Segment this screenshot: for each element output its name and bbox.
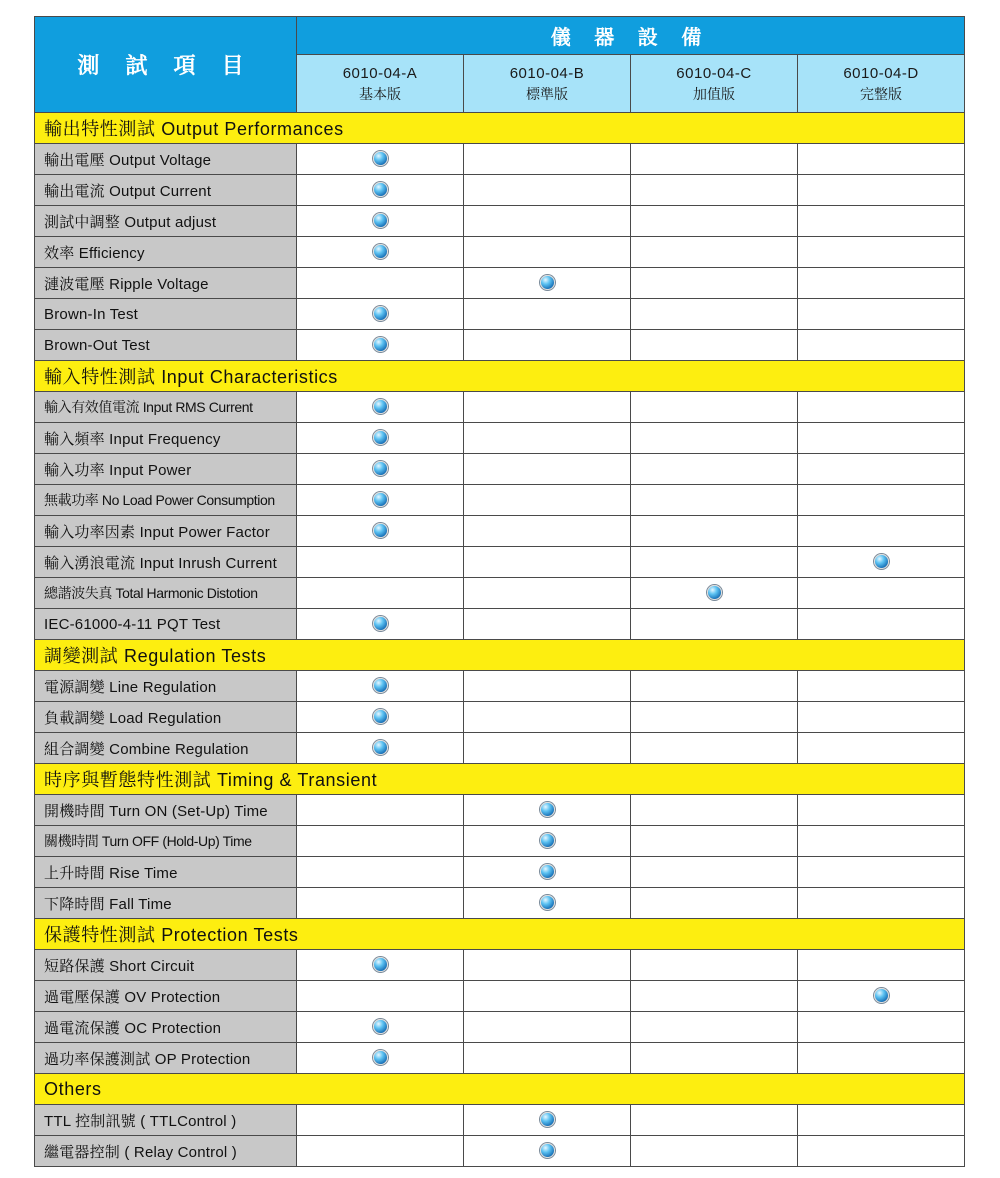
matrix-cell [297,1012,464,1043]
test-item-label: Brown-In Test [35,299,297,330]
blue-dot-icon [373,151,388,166]
matrix-cell [631,547,798,578]
table-row [35,423,965,454]
matrix-cell [464,392,631,423]
table-row [35,237,965,268]
matrix-cell [297,206,464,237]
matrix-cell [798,237,965,268]
table-row [35,516,965,547]
table-row [35,454,965,485]
section-header-row [35,640,965,671]
test-item-label: 過電流保護 OC Protection [35,1012,297,1043]
matrix-cell [297,702,464,733]
matrix-cell [631,1043,798,1074]
section-header-row [35,361,965,392]
matrix-cell [464,981,631,1012]
blue-dot-icon [373,1019,388,1034]
test-item-label: 測試中調整 Output adjust [35,206,297,237]
matrix-cell [297,1043,464,1074]
header-row-top [35,17,965,55]
blue-dot-icon [707,585,722,600]
model-edition: 基本版 [359,85,401,102]
test-item-label: 輸出電壓 Output Voltage [35,144,297,175]
matrix-cell [631,206,798,237]
table-row [35,857,965,888]
matrix-cell [297,981,464,1012]
matrix-cell [798,516,965,547]
matrix-cell [464,175,631,206]
test-items-header: 測 試 項 目 [35,17,297,113]
matrix-cell [464,516,631,547]
matrix-cell [297,950,464,981]
matrix-cell [297,547,464,578]
test-item-label: 輸入頻率 Input Frequency [35,423,297,454]
matrix-cell [798,888,965,919]
matrix-cell [631,888,798,919]
matrix-cell [631,454,798,485]
matrix-cell [631,578,798,609]
matrix-cell [798,268,965,299]
matrix-cell [464,1136,631,1167]
blue-dot-icon [373,306,388,321]
blue-dot-icon [540,895,555,910]
section-title: 保護特性測試 Protection Tests [35,919,965,950]
blue-dot-icon [373,399,388,414]
table-row [35,299,965,330]
blue-dot-icon [540,864,555,879]
test-item-label: 無載功率 No Load Power Consumption [35,485,297,516]
table-row [35,144,965,175]
blue-dot-icon [540,275,555,290]
section-title: 輸出特性測試 Output Performances [35,113,965,144]
table-row [35,671,965,702]
matrix-cell [297,516,464,547]
model-edition: 加值版 [693,85,735,102]
matrix-cell [464,268,631,299]
matrix-cell [631,175,798,206]
matrix-cell [798,330,965,361]
matrix-cell [798,206,965,237]
matrix-body [35,113,965,1167]
matrix-cell [798,454,965,485]
table-row [35,981,965,1012]
test-item-label: 關機時間 Turn OFF (Hold-Up) Time [35,826,297,857]
table-row [35,950,965,981]
test-item-label: 下降時間 Fall Time [35,888,297,919]
matrix-cell [297,268,464,299]
test-item-label: 輸出電流 Output Current [35,175,297,206]
blue-dot-icon [373,182,388,197]
matrix-cell [464,547,631,578]
matrix-cell [631,1012,798,1043]
matrix-cell [464,950,631,981]
blue-dot-icon [373,244,388,259]
matrix-cell [631,144,798,175]
matrix-cell [464,237,631,268]
blue-dot-icon [373,1050,388,1065]
equipment-header: 儀 器 設 備 [297,17,965,55]
table-row [35,268,965,299]
matrix-cell [631,671,798,702]
blue-dot-icon [540,1143,555,1158]
matrix-cell [297,795,464,826]
model-code: 6010-04-C [676,64,752,82]
matrix-cell [631,950,798,981]
matrix-cell [631,795,798,826]
blue-dot-icon [373,616,388,631]
matrix-cell [631,268,798,299]
matrix-cell [798,175,965,206]
matrix-cell [464,299,631,330]
matrix-cell [464,888,631,919]
test-item-label: IEC-61000-4-11 PQT Test [35,609,297,640]
test-item-label: 負載調變 Load Regulation [35,702,297,733]
table-row [35,795,965,826]
section-header-row [35,113,965,144]
matrix-cell [464,795,631,826]
test-item-label: 輸入功率 Input Power [35,454,297,485]
table-row [35,392,965,423]
test-item-label: 輸入湧浪電流 Input Inrush Current [35,547,297,578]
matrix-cell [631,516,798,547]
matrix-cell [464,454,631,485]
test-item-label: 過功率保護測試 OP Protection [35,1043,297,1074]
model-code: 6010-04-B [509,64,585,82]
blue-dot-icon [874,554,889,569]
matrix-cell [464,1043,631,1074]
table-row [35,330,965,361]
test-item-label: TTL 控制訊號 ( TTLControl ) [35,1105,297,1136]
section-header-row [35,919,965,950]
test-item-label: 漣波電壓 Ripple Voltage [35,268,297,299]
matrix-cell [631,826,798,857]
matrix-cell [297,144,464,175]
matrix-cell [798,1012,965,1043]
test-item-label: 短路保護 Short Circuit [35,950,297,981]
blue-dot-icon [373,213,388,228]
matrix-cell [631,1105,798,1136]
table-row [35,206,965,237]
table-row [35,1136,965,1167]
table-row [35,547,965,578]
matrix-cell [297,578,464,609]
matrix-cell [297,299,464,330]
matrix-cell [464,702,631,733]
matrix-cell [798,795,965,826]
matrix-cell [297,237,464,268]
matrix-cell [297,888,464,919]
blue-dot-icon [373,337,388,352]
matrix-cell [798,547,965,578]
matrix-cell [464,578,631,609]
section-title: 調變測試 Regulation Tests [35,640,965,671]
matrix-cell [631,702,798,733]
table-row [35,609,965,640]
table-row [35,888,965,919]
blue-dot-icon [373,740,388,755]
matrix-cell [297,857,464,888]
test-item-label: 輸入功率因素 Input Power Factor [35,516,297,547]
matrix-cell [631,392,798,423]
test-item-label: 總諧波失真 Total Harmonic Distotion [35,578,297,609]
table-row [35,733,965,764]
matrix-cell [798,671,965,702]
table-row [35,175,965,206]
section-title: Others [35,1074,965,1105]
table-row [35,578,965,609]
matrix-cell [631,485,798,516]
matrix-cell [631,330,798,361]
matrix-cell [464,206,631,237]
test-item-label: 效率 Efficiency [35,237,297,268]
table-row [35,826,965,857]
blue-dot-icon [874,988,889,1003]
matrix-cell [631,857,798,888]
blue-dot-icon [540,802,555,817]
matrix-cell [297,1105,464,1136]
model-edition: 標準版 [526,85,568,102]
test-item-label: 電源調變 Line Regulation [35,671,297,702]
section-header-row [35,1074,965,1105]
matrix-cell [798,950,965,981]
matrix-cell [798,1105,965,1136]
blue-dot-icon [373,523,388,538]
matrix-cell [297,454,464,485]
test-item-label: 輸入有效值電流 Input RMS Current [35,392,297,423]
matrix-cell [798,857,965,888]
matrix-cell [297,671,464,702]
matrix-cell [798,733,965,764]
test-item-label: 開機時間 Turn ON (Set-Up) Time [35,795,297,826]
matrix-cell [798,981,965,1012]
blue-dot-icon [373,957,388,972]
matrix-cell [464,485,631,516]
matrix-cell [798,578,965,609]
matrix-cell [464,671,631,702]
matrix-cell [798,144,965,175]
matrix-cell [297,485,464,516]
test-equipment-matrix [34,16,965,1167]
test-item-label: 繼電器控制 ( Relay Control ) [35,1136,297,1167]
section-title: 輸入特性測試 Input Characteristics [35,361,965,392]
test-item-label: Brown-Out Test [35,330,297,361]
section-header-row [35,764,965,795]
table-row [35,485,965,516]
matrix-cell [798,299,965,330]
matrix-cell [631,237,798,268]
blue-dot-icon [373,709,388,724]
matrix-cell [464,826,631,857]
table-row [35,702,965,733]
model-code: 6010-04-A [342,64,418,82]
blue-dot-icon [373,461,388,476]
matrix-cell [464,1105,631,1136]
matrix-cell [798,702,965,733]
matrix-cell [631,423,798,454]
blue-dot-icon [540,833,555,848]
matrix-cell [464,609,631,640]
test-item-label: 過電壓保護 OV Protection [35,981,297,1012]
matrix-cell [798,485,965,516]
matrix-cell [464,423,631,454]
model-header-a [297,55,464,113]
matrix-cell [631,981,798,1012]
matrix-cell [297,330,464,361]
test-item-label: 組合調變 Combine Regulation [35,733,297,764]
matrix-cell [297,392,464,423]
model-edition: 完整版 [860,85,903,102]
matrix-cell [798,392,965,423]
section-title: 時序與暫態特性測試 Timing & Transient [35,764,965,795]
blue-dot-icon [540,1112,555,1127]
matrix-cell [798,1136,965,1167]
model-header-d [798,55,965,113]
matrix-cell [464,144,631,175]
table-row [35,1043,965,1074]
model-header-b [464,55,631,113]
blue-dot-icon [373,430,388,445]
matrix-cell [297,609,464,640]
model-header-c [631,55,798,113]
matrix-cell [798,1043,965,1074]
matrix-cell [464,733,631,764]
matrix-cell [798,826,965,857]
matrix-cell [798,423,965,454]
model-code: 6010-04-D [843,64,919,82]
table-row [35,1012,965,1043]
matrix-cell [798,609,965,640]
test-item-label: 上升時間 Rise Time [35,857,297,888]
matrix-cell [464,857,631,888]
test-matrix-container [34,16,964,1167]
blue-dot-icon [373,678,388,693]
matrix-cell [631,609,798,640]
matrix-cell [297,733,464,764]
matrix-cell [297,1136,464,1167]
matrix-cell [631,299,798,330]
matrix-cell [631,1136,798,1167]
matrix-cell [297,175,464,206]
matrix-cell [631,733,798,764]
matrix-cell [297,826,464,857]
matrix-cell [297,423,464,454]
matrix-cell [464,1012,631,1043]
table-row [35,1105,965,1136]
blue-dot-icon [373,492,388,507]
matrix-cell [464,330,631,361]
